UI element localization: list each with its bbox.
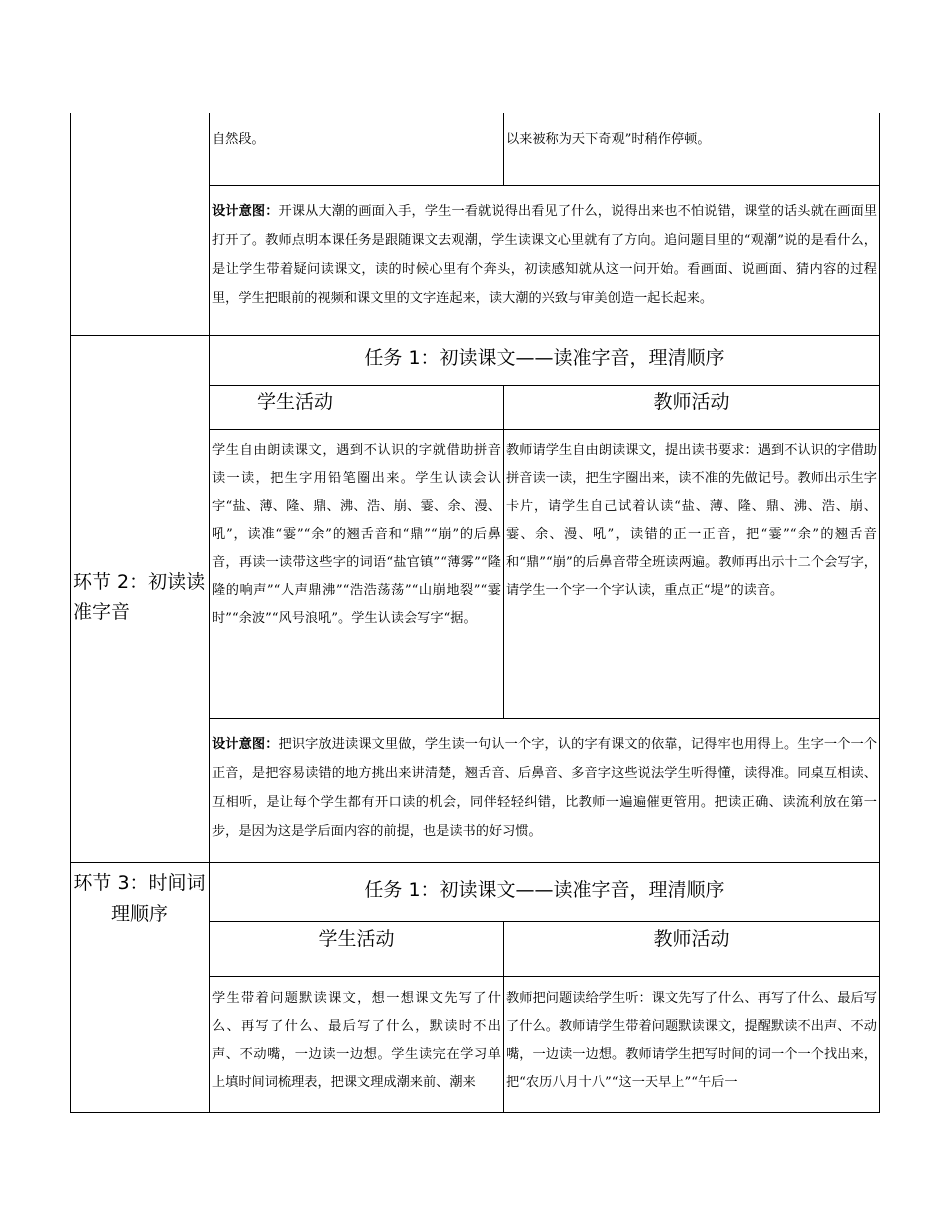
- border-right: [879, 113, 880, 1113]
- hline-8: [209, 976, 880, 977]
- hline-6: [70, 862, 880, 863]
- design-intent-text: 开课从大潮的画面入手，学生一看就说得出看见了什么，说得出来也不怕说错，课堂的话头就在画面里打开了。教师点明本课任务是跟随课文去观潮，学生读课文心里就有了方向。追问题目里的“观潮”说的是看什么，是让学生带着疑问读课文，读的时候心里有个奔头，初读感知就从这一问开始。看画面、说画面、猜内容的过程里，学生把眼前的视频和课文里的文字连起来，读大潮的兴致与审美创造一起长起来。: [212, 204, 878, 306]
- hline-5: [209, 718, 880, 719]
- section-2-teacher-head: 教师活动: [653, 391, 730, 413]
- top-student-text: 自然段。: [212, 132, 265, 147]
- hline-bottom: [70, 1112, 880, 1113]
- section-3-teacher-activity: 教师把问题读给学生听：课文先写了什么、再写了什么、最后写了什么。教师请学生带着问题默读课文，提醒默读不出声、不动嘴，一边读一边想。教师请学生把写时间的词一个一个找出来，把“农历八月十八”“这一天早上”“午后一: [506, 991, 877, 1090]
- hline-3: [209, 385, 880, 386]
- design-intent-2: [210, 730, 879, 846]
- design-intent-text: 把识字放进读课文里做，学生读一句认一个字，认的字有课文的依靠，记得牢也用得上。生字一个一个正音，是把容易读错的地方挑出来讲清楚，翘舌音、后鼻音、多音字这些说法学生听得懂，读得准。同桌互相读、互相听，是让每个学生都有开口读的机会，同伴轻轻纠错，比教师一遍遍催更管用。把读正确、读流利放在第一步，是因为这是学后面内容的前提，也是读书的好习惯。: [212, 737, 878, 839]
- section-2-student-head: 学生活动: [257, 391, 334, 413]
- design-intent-label: 设计意图：: [212, 204, 279, 219]
- section-3-student-head: 学生活动: [318, 928, 395, 950]
- section-3-student-activity: 学生带着问题默读课文，想一想课文先写了什么、再写了什么、最后写了什么，默读时不出声、不动嘴，一边读一边想。学生读完在学习单上填时间词梳理表，把课文理成潮来前、潮来: [212, 991, 501, 1090]
- section-2-teacher-activity: 教师请学生自由朗读课文，提出读书要求：遇到不认识的字借助拼音读一读，把生字圈出来，读不准的先做记号。教师出示生字卡片，请学生自己试着认读“盐、薄、隆、鼎、沸、浩、崩、霎、余、漫、吼”，读错的正一正音，把“霎”“余”的翘舌音和“鼎”“崩”的后鼻音带全班读两遍。教师再出示十二个会写字，请学生一个字一个字认读，重点正“堤”的读音。: [506, 443, 877, 598]
- section-3-task-title: 任务 1：初读课文——读准字音，理清顺序: [364, 879, 725, 901]
- top-student-cell: [210, 126, 503, 154]
- section-2-label: 环节 2：初读读准字音: [73, 571, 206, 623]
- section-3-label: 环节 3：时间词理顺序: [73, 872, 206, 925]
- border-left: [70, 113, 71, 1113]
- hline-4: [209, 429, 880, 430]
- design-intent-label: 设计意图：: [212, 737, 279, 752]
- hline-1: [209, 185, 880, 186]
- design-intent-1: [210, 197, 879, 313]
- section-2-task-title: 任务 1：初读课文——读准字音，理清顺序: [364, 347, 725, 369]
- section-2-student-activity: 学生自由朗读课文，遇到不认识的字就借助拼音读一读，把生字用铅笔圈出来。学生认读会认字“盐、薄、隆、鼎、沸、浩、崩、霎、余、漫、吼”，读准“霎”“余”的翘舌音和“鼎”“崩”的后鼻音，再读一读带这些字的词语“盐官镇”“薄雾”“隆隆的响声”“人声鼎沸”“浩浩荡荡”“山崩地裂”“霎时”“余波”“风号浪吼”。学生认读会写字“据。: [212, 443, 501, 626]
- top-teacher-text: 以来被称为天下奇观”时稍作停顿。: [506, 132, 711, 147]
- hline-2: [70, 335, 880, 336]
- section-3-teacher-head: 教师活动: [653, 928, 730, 950]
- hline-7: [209, 921, 880, 922]
- top-teacher-cell: [504, 126, 879, 154]
